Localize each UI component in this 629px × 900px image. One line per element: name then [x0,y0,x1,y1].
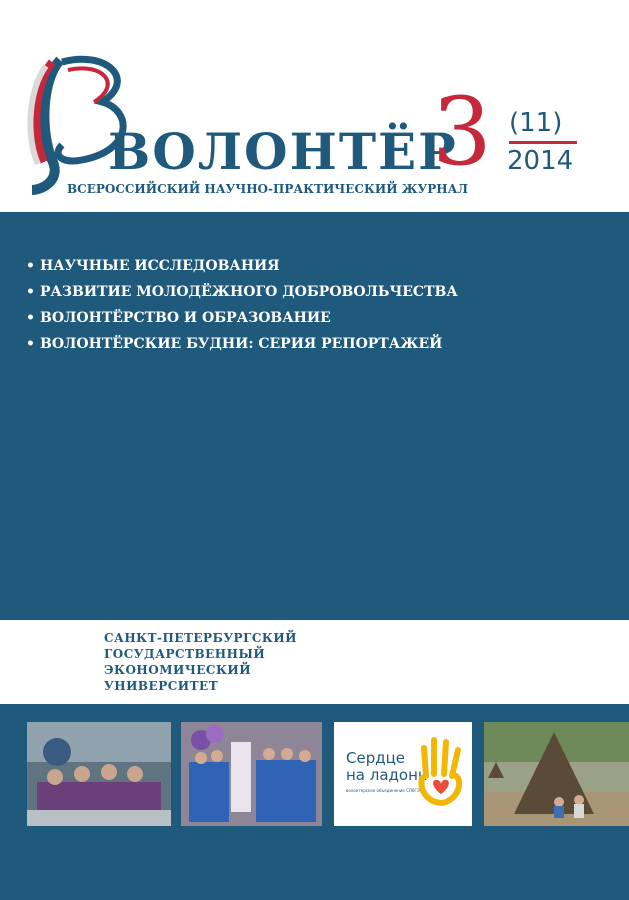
topic-item [26,256,458,282]
topic-item [26,308,458,334]
bullet: • [26,336,35,352]
logo-text: Сердце на ладони [346,749,428,784]
issue-number: 3 [432,78,492,187]
topic-label: ВОЛОНТЁРСТВО И ОБРАЗОВАНИЕ [40,310,331,326]
photo-image [484,722,629,826]
issue-year: 2014 [507,146,574,176]
university-name [104,630,297,694]
photo-image [181,722,322,826]
university-line: САНКТ-ПЕТЕРБУРГСКИЙ [104,631,298,645]
photo-tent-outdoors [484,722,629,826]
bullet: • [26,258,35,274]
issue-total: (11) [509,108,563,138]
photo-volunteers-group [181,722,322,826]
hand-heart-icon [416,736,466,808]
logo-caption: волонтерское объединение СПбГЭУ [346,788,423,793]
publisher-band [0,620,629,704]
university-line: УНИВЕРСИТЕТ [104,679,219,693]
university-line: ГОСУДАРСТВЕННЫЙ [104,647,266,661]
logo-heart-on-palm [334,722,472,826]
issue-divider [509,141,577,144]
topic-item [26,282,458,308]
topic-label: ВОЛОНТЁРСКИЕ БУДНИ: СЕРИЯ РЕПОРТАЖЕЙ [40,336,443,352]
bullet: • [26,310,35,326]
topic-item [26,334,458,360]
journal-title: ВОЛОНТЁР [108,122,458,181]
photo-image [27,722,171,826]
university-line: ЭКОНОМИЧЕСКИЙ [104,663,252,677]
topic-label: НАУЧНЫЕ ИССЛЕДОВАНИЯ [40,258,280,274]
photo-volunteers-seated [27,722,171,826]
bullet: • [26,284,35,300]
cover-header [0,0,629,212]
journal-subtitle: ВСЕРОССИЙСКИЙ НАУЧНО-ПРАКТИЧЕСКИЙ ЖУРНАЛ [67,182,468,196]
topic-label: РАЗВИТИЕ МОЛОДЁЖНОГО ДОБРОВОЛЬЧЕСТВА [40,284,458,300]
topics-list [26,256,458,360]
